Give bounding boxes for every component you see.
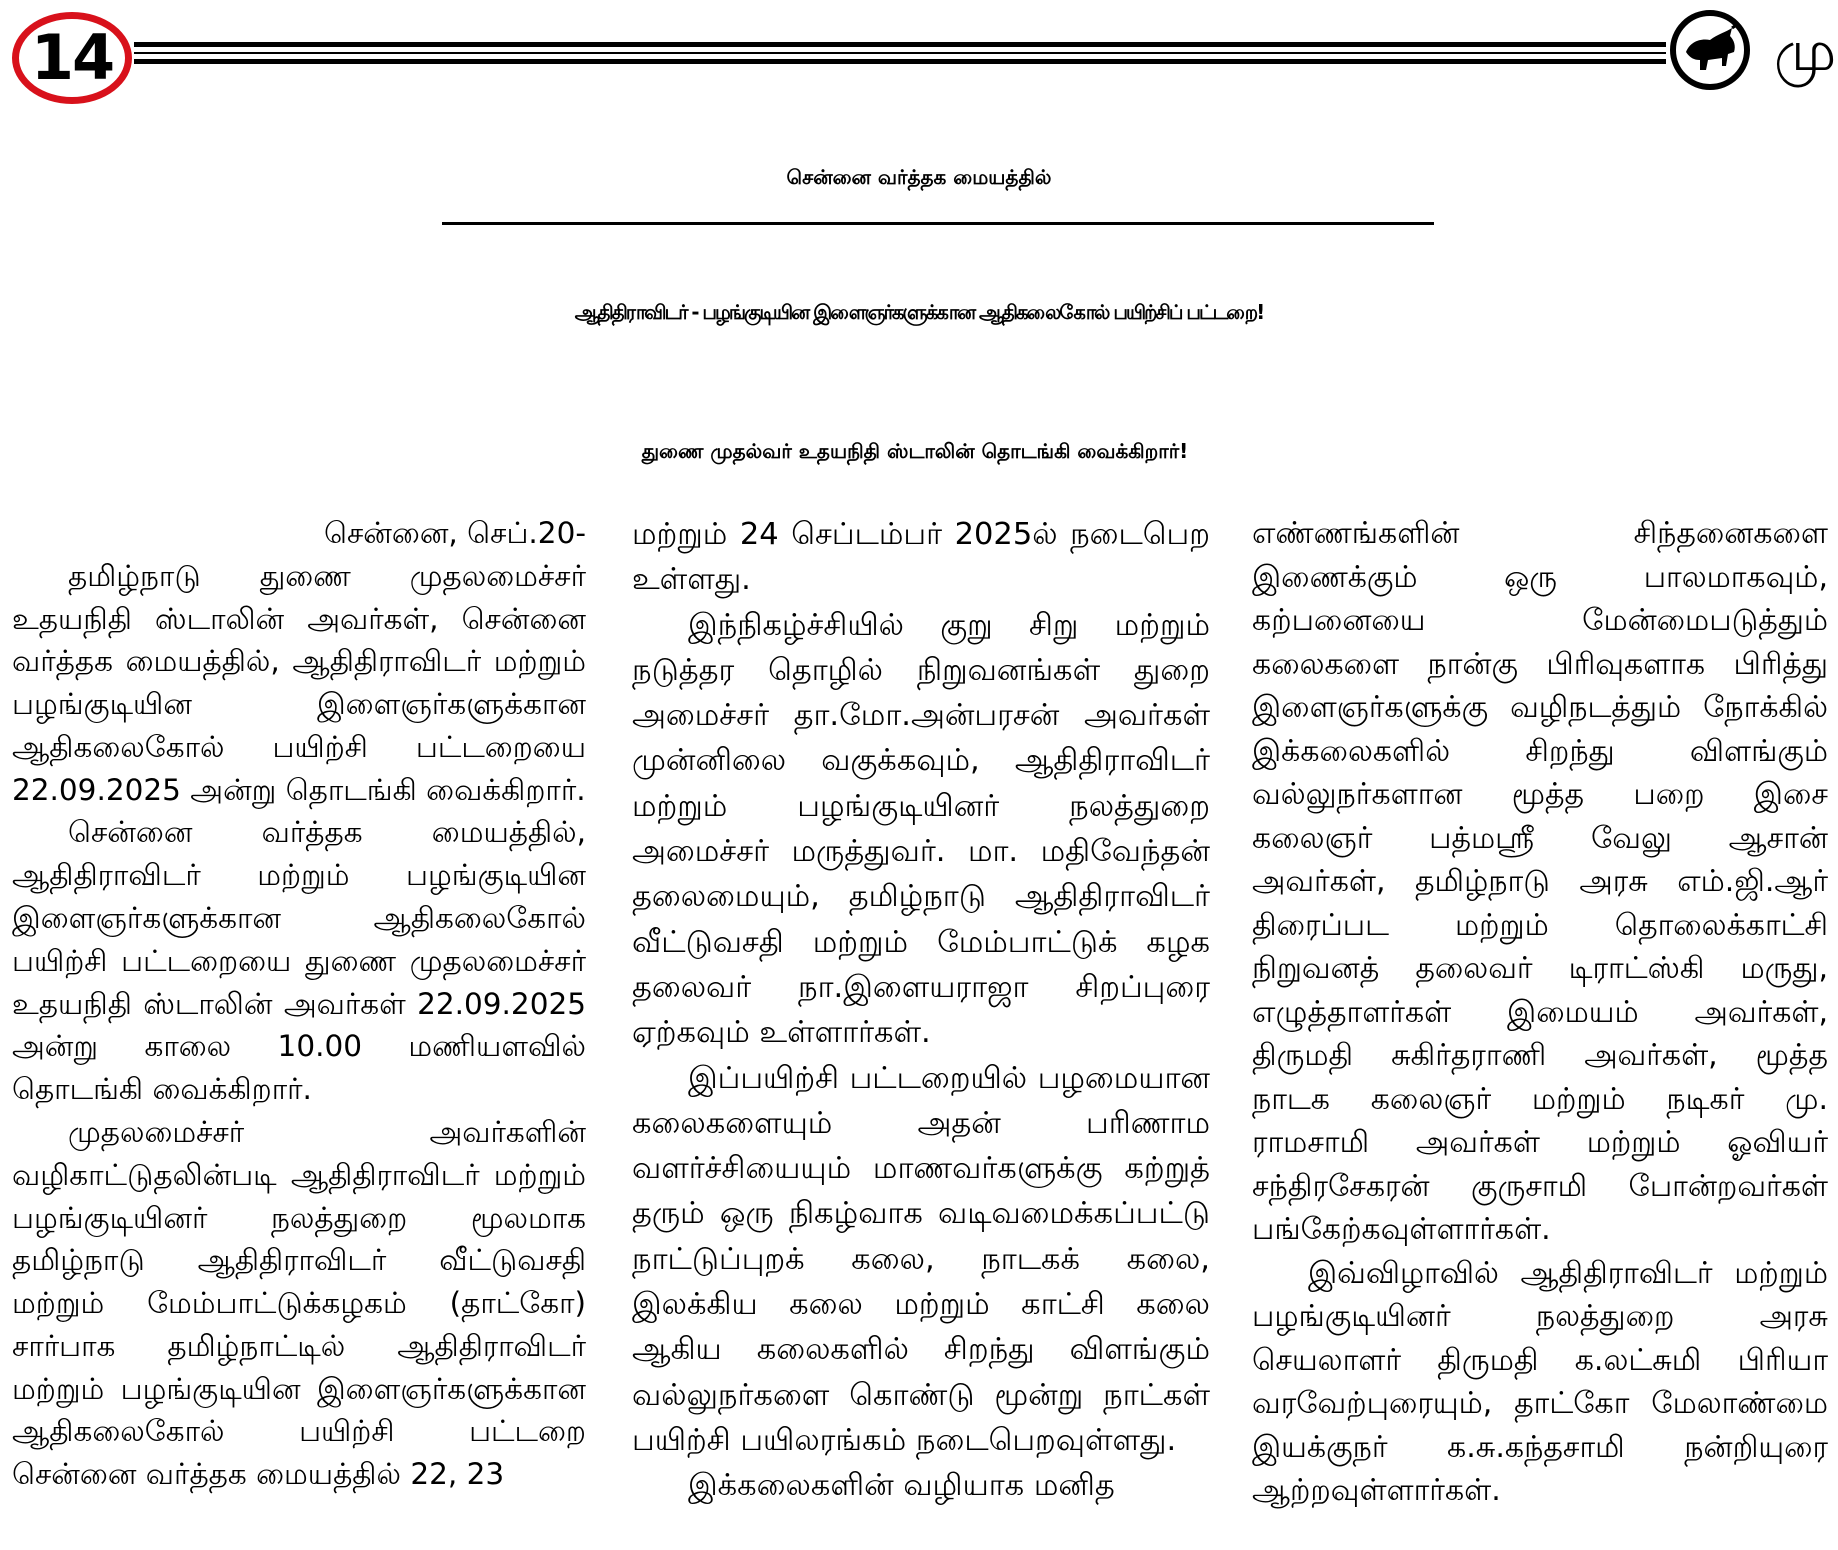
article-column-1 — [12, 512, 586, 1496]
article-column-3 — [1252, 512, 1828, 1513]
page-number: 14 — [30, 21, 114, 94]
page-number-badge — [12, 12, 132, 104]
headline-line1: சென்னை வர்த்தக மையத்தில் — [786, 165, 1052, 189]
paragraph: இந்நிகழ்ச்சியில் குறு சிறு மற்றும் நடுத்தர தொழில் நிறுவனங்கள் துறை அமைச்சர் தா.மோ.அன்பரசன் அவர்கள் முன்னிலை வகுக்கவும், ஆதிதிராவிடர் மற்றும் பழங்குடியினர் நலத்துறை அமைச்சர் மருத்துவர். மா. மதிவேந்தன் தலைமையும், தமிழ்நாடு ஆதிதிராவிடர் வீட்டுவசதி மற்றும் மேம்பாட்டுக் கழக தலைவர் நா.இளையராஜா சிறப்புரை ஏற்கவும் உள்ளார்கள். — [632, 607, 1210, 1051]
headline-line3: துணை முதல்வர் உதயநிதி ஸ்டாலின் தொடங்கி வைக்கிறார்! — [641, 439, 1189, 463]
paragraph: மற்றும் 24 செப்டம்பர் 2025ல் நடைபெற உள்ளது. — [632, 517, 1210, 598]
paragraph: எண்ணங்களின் சிந்தனைகளை இணைக்கும் ஒரு பாலமாகவும், கற்பனையை மேன்மைபடுத்தும் கலைகளை நான்கு பிரிவுகளாக பிரித்து இளைஞர்களுக்கு வழிநடத்தும் நோக்கில் இக்கலைகளில் சிறந்து விளங்கும் வல்லுநர்களான மூத்த பறை இசை கலைஞர் பத்மஸ்ரீ வேலு ஆசான் அவர்கள், தமிழ்நாடு அரசு எம்.ஜி.ஆர் திரைப்பட மற்றும் தொலைக்காட்சி நிறுவனத் தலைவர் டிராட்ஸ்கி மருது, எழுத்தாளர்கள் இமையம் அவர்கள், திருமதி சுகிர்தராணி அவர்கள், மூத்த நாடக கலைஞர் மற்றும் நடிகர் மு. ராமசாமி அவர்கள் மற்றும் ஓவியர் சந்திரசேகரன் குருசாமி போன்றவர்கள் பங்கேற்கவுள்ளார்கள். — [1252, 516, 1828, 1247]
headline-divider — [442, 222, 1434, 225]
paragraph: முதலமைச்சர் அவர்களின் வழிகாட்டுதலின்படி ஆதிதிராவிடர் மற்றும் பழங்குடியினர் நலத்துறை மூலமாக தமிழ்நாடு ஆதிதிராவிடர் வீட்டுவசதி மற்றும் மேம்பாட்டுக்கழகம் (தாட்கோ) சார்பாக தமிழ்நாட்டில் ஆதிதிராவிடர் மற்றும் பழங்குடியின இளைஞர்களுக்கான ஆதிகலைகோல் பயிற்சி பட்டறை சென்னை வர்த்தக மையத்தில் 22, 23 — [12, 1114, 586, 1492]
paragraph: இப்பயிற்சி பட்டறையில் பழமையான கலைகளையும் அதன் பரிணாம வளர்ச்சியையும் மாணவர்களுக்கு கற்றுத் தரும் ஒரு நிகழ்வாக வடிவமைக்கப்பட்டு நாட்டுப்புறக் கலை, நாடகக் கலை, இலக்கிய கலை மற்றும் காட்சி கலை ஆகிய கலைகளில் சிறந்து விளங்கும் வல்லுநர்களை கொண்டு மூன்று நாட்கள் பயிற்சி பயிலரங்கம் நடைபெறவுள்ளது. — [632, 1060, 1210, 1458]
paragraph: தமிழ்நாடு துணை முதலமைச்சர் உதயநிதி ஸ்டாலின் அவர்கள், சென்னை வர்த்தக மையத்தில், ஆதிதிராவிடர் மற்றும் பழங்குடியின இளைஞர்களுக்கான ஆதிகலைகோல் பயிற்சி பட்டறையை 22.09.2025 அன்று தொடங்கி வைக்கிறார். — [12, 558, 586, 807]
paragraph: இவ்விழாவில் ஆதிதிராவிடர் மற்றும் பழங்குடியினர் நலத்துறை அரசு செயலாளர் திருமதி க.லட்சுமி பிரியா வரவேற்புரையும், தாட்கோ மேலாண்மை இயக்குநர் க.சு.கந்தசாமி நன்றியுரை ஆற்றவுள்ளார்கள். — [1252, 1255, 1828, 1508]
dateline: சென்னை, செப்.20- — [324, 516, 586, 550]
masthead-title: மு — [1774, 19, 1837, 84]
header-rules — [134, 42, 1666, 69]
paragraph: இக்கலைகளின் வழியாக மனித — [688, 1468, 1115, 1504]
paragraph: சென்னை வர்த்தக மையத்தில், ஆதிதிராவிடர் மற்றும் பழங்குடியின இளைஞர்களுக்கான ஆதிகலைகோல் பயிற்சி பட்டறையை துணை முதலமைச்சர் உதயநிதி ஸ்டாலின் அவர்கள் 22.09.2025 அன்று காலை 10.00 மணியளவில் தொடங்கி வைக்கிறார். — [12, 815, 586, 1107]
bull-logo-icon — [1670, 10, 1750, 90]
article-column-2 — [632, 512, 1210, 1509]
page-header — [0, 0, 1838, 130]
headline-line2: ஆதிதிராவிடர் - பழங்குடியின இளைஞர்களுக்கான ஆதிகலைகோல் பயிற்சிப் பட்டறை! — [574, 300, 1264, 324]
